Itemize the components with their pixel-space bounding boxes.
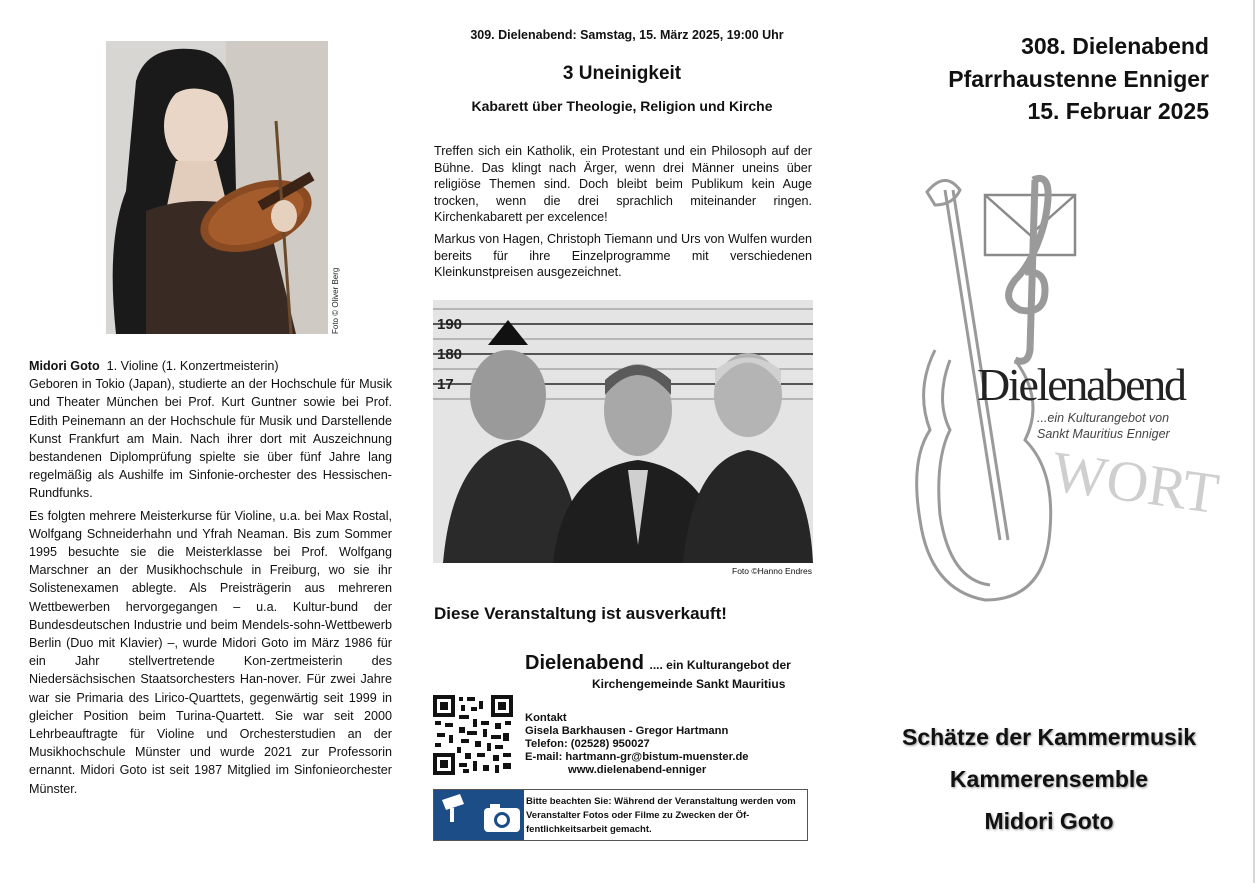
kabarett-paragraph-1: Treffen sich ein Katholik, ein Protestant und ein Philosoph auf der Bühne. Das klingt nach Ärger, wenn drei Männer uneins über religiöse Themen sind. Doch bleibt beim Publikum kein Auge trocken, wenn die drei sprachlich miteinander ringen. Kirchenkabarett per excelence! <box>434 144 812 225</box>
artist-name: Midori Goto <box>29 359 100 373</box>
photo-notice <box>433 789 808 841</box>
kabarett-paragraph-2: Markus von Hagen, Christoph Tiemann und Urs von Wulfen wurden bereits für ihre Einzelprogramme mit verschiedenen Kleinkunstpreisen ausgezeichnet. <box>434 231 812 280</box>
photo-credit-kabarett: Foto ©Hanno Endres <box>732 566 812 576</box>
contact-names: Gisela Barkhausen - Gregor Hartmann <box>525 725 729 737</box>
camera-icon-graphic <box>434 790 524 840</box>
contact-phone[interactable]: Telefon: (02528) 950027 <box>525 738 650 750</box>
artist-heading <box>29 357 392 375</box>
sold-out-notice: Diese Veranstaltung ist ausverkauft! <box>434 604 727 623</box>
logo-word: WORT <box>1048 438 1223 527</box>
contact-heading: Kontakt <box>525 712 567 724</box>
photo-credit-violinist: Foto © Oliver Berg <box>331 267 340 334</box>
cover-date: 15. Februar 2025 <box>1027 98 1209 124</box>
contact-block <box>525 712 749 777</box>
artist-bio <box>29 357 392 802</box>
cover-program <box>880 716 1218 842</box>
photo-notice-text: Bitte beachten Sie: Während der Veranstaltung werden vom Veranstalter Fotos oder Filme zu Zwecken der Öf-fentlichkeitsarbeit gemacht. <box>526 796 796 835</box>
height-mark-17: 17 <box>437 376 454 393</box>
logo-graphic <box>905 160 1223 630</box>
kabarett-description <box>434 143 812 286</box>
dielenabend-logo <box>905 160 1223 630</box>
organizer-tagline: .... ein Kulturangebot der <box>649 658 791 672</box>
artist-role: 1. Violine (1. Konzertmeisterin) <box>106 359 279 373</box>
kabarett-title: 3 Uneinigkeit <box>562 63 682 84</box>
organizer-line <box>525 652 791 675</box>
cover-title <box>900 30 1209 128</box>
cover-program-title: Schätze der Kammermusik <box>901 724 1196 750</box>
kabarett-subtitle: Kabarett über Theologie, Religion und Kirche <box>471 98 773 114</box>
qr-code[interactable] <box>433 695 513 775</box>
logo-tagline-1: ...ein Kulturangebot von <box>1037 411 1170 425</box>
violinist-illustration <box>106 41 328 334</box>
violinist-photo <box>106 41 328 334</box>
contact-email[interactable]: E-mail: hartmann-gr@bistum-muenster.de <box>525 751 749 763</box>
logo-title: Dielenabend <box>977 359 1187 410</box>
cover-ensemble: Kammerensemble <box>949 766 1149 792</box>
cover-event-number: 308. Dielenabend <box>1021 33 1209 59</box>
bio-paragraph-1: Geboren in Tokio (Japan), studierte an der Hochschule für Musik und Theater München bei Prof. Kurt Guntner sowie bei Prof. Edith Peinemann an der Hochschule für Musik und Darstellende Kunst Frankfurt am Main. Nach ihrer dort mit Auszeichnung bestandenen Diplomprüfung spielte sie über fünf Jahre lang regelmäßig als Aushilfe im Sinfonie-orchester des Hessischen-Rundfunks. <box>29 377 392 501</box>
qr-code-icon <box>433 695 513 775</box>
kabarett-photo <box>433 300 813 563</box>
kabarett-illustration <box>433 300 813 563</box>
page-edge <box>1253 0 1255 883</box>
contact-website[interactable]: www.dielenabend-enniger <box>568 764 707 776</box>
cover-artist: Midori Goto <box>984 808 1114 834</box>
next-event-line: 309. Dielenabend: Samstag, 15. März 2025, 19:00 Uhr <box>470 28 784 42</box>
height-mark-180: 180 <box>437 346 463 363</box>
height-mark-190: 190 <box>437 316 463 333</box>
organizer-parish: Kirchengemeinde Sankt Mauritius <box>592 677 786 691</box>
logo-tagline-2: Sankt Mauritius Enniger <box>1037 427 1170 441</box>
organizer-name: Dielenabend <box>525 652 644 674</box>
bio-paragraph-2: Es folgten mehrere Meisterkurse für Violine, u.a. bei Max Rostal, Wolfgang Schneiderhahn und Yfrah Neaman. Bis zum Sommer 1995 besuchte sie die Meisterklasse bei Prof. Wolfgang Marschner an der Musikhochschule in Freiburg, wo sie ihr Solistenexamen ablegte. Als Preisträgerin aus mehreren Wettbewerben hervorgegangen – u.a. Kultur-bund der Bundesdeutschen Industrie und beim Mendels-sohn-Wettbewerb Berlin (Duo mit Klavier) –, wurde Midori Goto im März 1986 für ein Jahr stellvertretende Kon-zertmeisterin des Niedersächsischen Staatsorchesters Han-nover. Für zwei Jahre war sie Primaria des Lirico-Quarttets, gegenwärtig seit 1999 in gleicher Position beim Turina-Quartett. Sie war seit 2000 Lehrbeauftragte für Violine und Orchesterstudien an der Musikhochschule Münster und wurde 2021 zur Professorin ernannt. Midori Goto ist seit 1987 Mitglied im Sinfonieorchester Münster. <box>29 508 392 796</box>
camera-icon <box>434 790 524 840</box>
cover-venue: Pfarrhaustenne Enniger <box>948 65 1209 92</box>
